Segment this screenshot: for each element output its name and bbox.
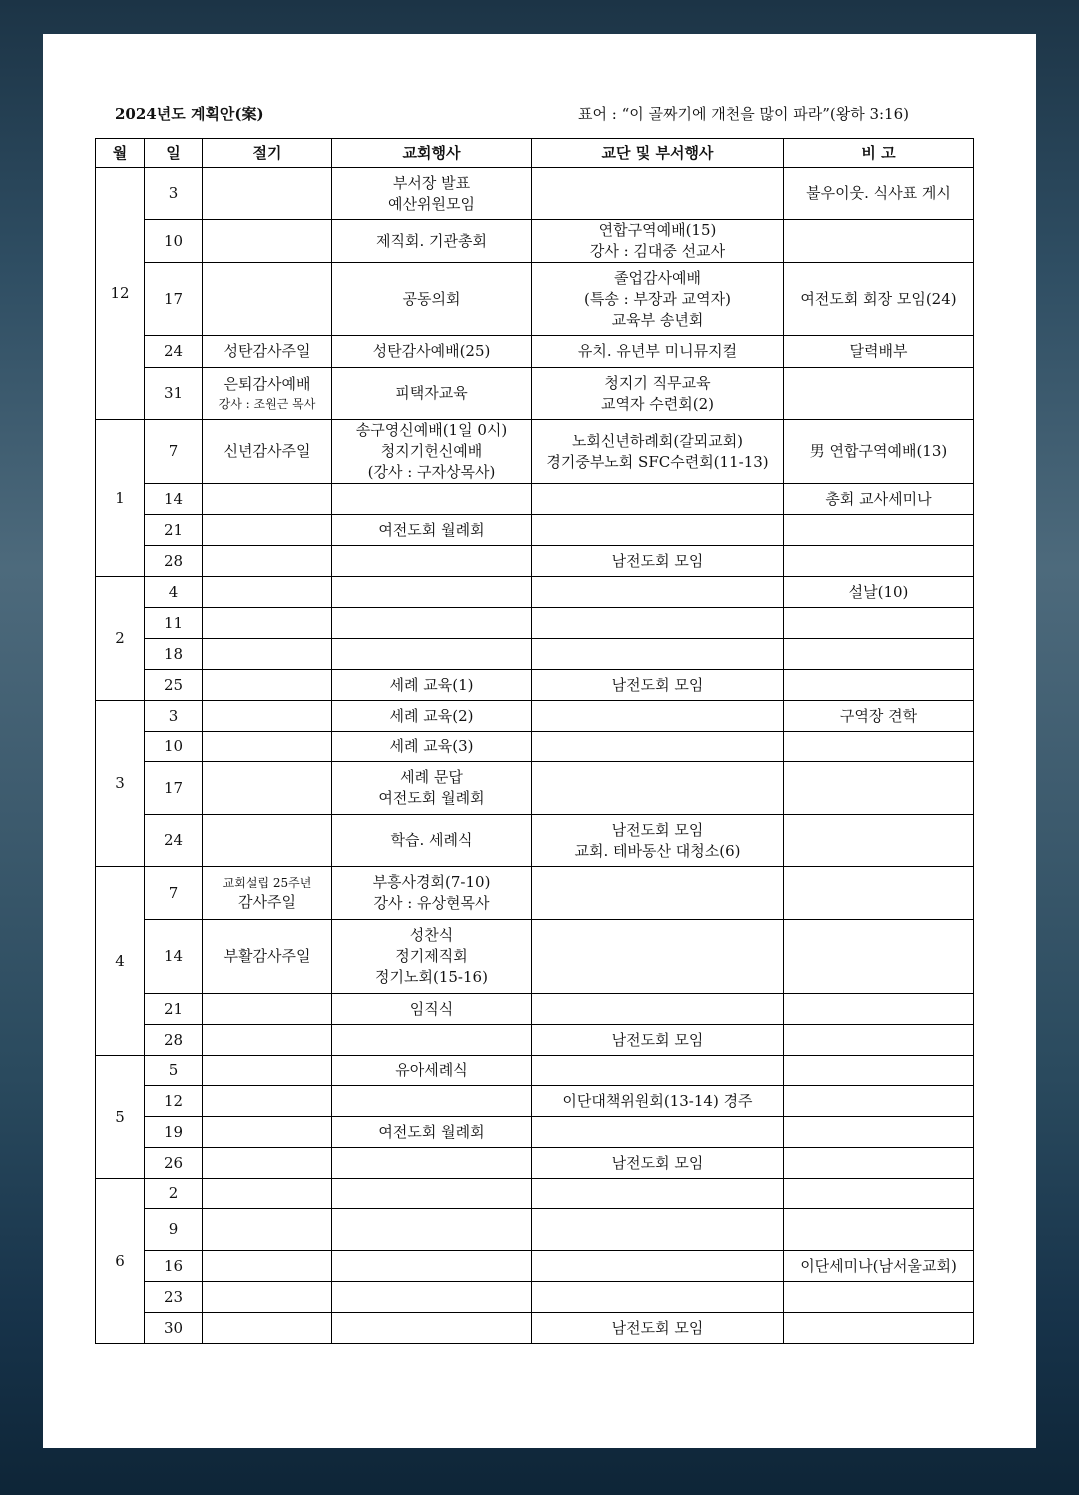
denomination-event-cell <box>532 994 784 1025</box>
day-cell: 28 <box>145 1025 203 1056</box>
day-cell: 30 <box>145 1313 203 1344</box>
note-cell <box>784 1025 974 1056</box>
church-event-cell <box>332 220 532 263</box>
season-cell <box>203 608 332 639</box>
church-event-line: 청지기헌신예배 <box>380 442 483 460</box>
table-row <box>96 994 974 1025</box>
day-cell: 7 <box>145 420 203 484</box>
day-cell: 21 <box>145 994 203 1025</box>
church-event-cell <box>332 608 532 639</box>
season-cell <box>203 920 332 994</box>
table-row <box>96 484 974 515</box>
table-row <box>96 1117 974 1148</box>
note-cell <box>784 1313 974 1344</box>
denomination-event-line: 강사 : 김대중 선교사 <box>589 242 726 260</box>
denomination-event-cell <box>532 867 784 920</box>
month-cell: 2 <box>96 577 145 701</box>
church-event-line: 제직회. 기관총회 <box>376 231 487 250</box>
table-row <box>96 732 974 762</box>
season-cell <box>203 1056 332 1086</box>
day-cell: 4 <box>145 577 203 608</box>
schedule-table <box>95 138 974 1344</box>
church-event-cell <box>332 732 532 762</box>
denomination-event-cell <box>532 1313 784 1344</box>
church-event-line: 예산위원모임 <box>388 194 475 213</box>
denomination-event-line: 교육부 송년회 <box>611 310 704 329</box>
table-row <box>96 1251 974 1282</box>
church-event-cell <box>332 1209 532 1251</box>
table-row <box>96 608 974 639</box>
church-event-cell <box>332 1251 532 1282</box>
church-event-cell <box>332 577 532 608</box>
header-church-events: 교회행사 <box>332 139 532 168</box>
table-row <box>96 1148 974 1179</box>
note-cell <box>784 1117 974 1148</box>
note-cell <box>784 1251 974 1282</box>
denomination-event-cell <box>532 639 784 670</box>
day-cell: 31 <box>145 368 203 420</box>
church-event-cell <box>332 515 532 546</box>
season-line: 신년감사주일 <box>223 442 311 460</box>
note-cell <box>784 1209 974 1251</box>
church-event-cell <box>332 1117 532 1148</box>
season-cell <box>203 701 332 732</box>
church-event-cell <box>332 670 532 701</box>
church-event-cell <box>332 1086 532 1117</box>
season-cell <box>203 484 332 515</box>
table-row <box>96 670 974 701</box>
church-event-line: 송구영신예배(1일 0시) <box>355 421 508 439</box>
denomination-event-cell <box>532 336 784 368</box>
note-cell <box>784 546 974 577</box>
note-cell <box>784 577 974 608</box>
note-cell <box>784 1086 974 1117</box>
table-row <box>96 263 974 336</box>
note-cell <box>784 670 974 701</box>
note-line: 구역장 견학 <box>839 706 918 725</box>
church-event-cell <box>332 1148 532 1179</box>
church-event-cell <box>332 168 532 220</box>
denomination-event-line: 유치. 유년부 미니뮤지컬 <box>577 342 738 360</box>
church-event-line: 정기노회(15-16) <box>375 968 488 986</box>
note-cell <box>784 1056 974 1086</box>
season-cell <box>203 762 332 815</box>
table-row <box>96 1086 974 1117</box>
note-cell <box>784 336 974 368</box>
denomination-event-cell <box>532 577 784 608</box>
denomination-event-cell <box>532 1282 784 1313</box>
note-line: 총회 교사세미나 <box>825 489 932 508</box>
day-cell: 18 <box>145 639 203 670</box>
denomination-event-line: 남전도회 모임 <box>611 1153 704 1172</box>
day-cell: 10 <box>145 732 203 762</box>
day-cell: 24 <box>145 336 203 368</box>
season-cell <box>203 168 332 220</box>
day-cell: 5 <box>145 1056 203 1086</box>
note-cell <box>784 420 974 484</box>
season-cell <box>203 368 332 420</box>
denomination-event-cell <box>532 920 784 994</box>
season-cell <box>203 577 332 608</box>
season-cell <box>203 336 332 368</box>
church-event-cell <box>332 263 532 336</box>
denomination-event-line: 남전도회 모임 <box>611 1030 704 1049</box>
season-cell <box>203 220 332 263</box>
note-cell <box>784 639 974 670</box>
day-cell: 11 <box>145 608 203 639</box>
schedule-body <box>96 168 974 1344</box>
table-row <box>96 815 974 867</box>
church-event-line: 여전도회 월례회 <box>378 789 485 807</box>
denomination-event-cell <box>532 1056 784 1086</box>
note-cell <box>784 484 974 515</box>
church-event-line: 정기제직회 <box>395 947 468 965</box>
season-cell <box>203 546 332 577</box>
month-cell: 12 <box>96 168 145 420</box>
table-row <box>96 368 974 420</box>
denomination-event-cell <box>532 263 784 336</box>
note-line: 男 연합구역예배(13) <box>809 442 948 460</box>
note-cell <box>784 1282 974 1313</box>
church-event-cell <box>332 1313 532 1344</box>
denomination-event-line: 남전도회 모임 <box>611 1318 704 1337</box>
church-event-line: 성탄감사예배(25) <box>372 342 491 360</box>
church-event-cell <box>332 994 532 1025</box>
table-row <box>96 420 974 484</box>
day-cell: 3 <box>145 701 203 732</box>
season-cell <box>203 1209 332 1251</box>
season-line: 은퇴감사예배 <box>223 375 311 393</box>
denomination-event-cell <box>532 515 784 546</box>
table-header-row <box>96 139 974 168</box>
denomination-event-cell <box>532 701 784 732</box>
denomination-event-cell <box>532 1179 784 1209</box>
day-cell: 17 <box>145 762 203 815</box>
church-event-line: 임직식 <box>409 999 454 1018</box>
note-cell <box>784 762 974 815</box>
note-cell <box>784 368 974 420</box>
church-event-cell <box>332 701 532 732</box>
season-cell <box>203 732 332 762</box>
day-cell: 19 <box>145 1117 203 1148</box>
season-cell <box>203 515 332 546</box>
denomination-event-line: 남전도회 모임 <box>611 820 704 839</box>
season-cell <box>203 263 332 336</box>
church-event-cell <box>332 815 532 867</box>
denomination-event-cell <box>532 608 784 639</box>
note-cell <box>784 994 974 1025</box>
header-month: 월 <box>96 139 145 168</box>
church-event-line: 강사 : 유상현목사 <box>373 894 490 912</box>
church-event-cell <box>332 484 532 515</box>
denomination-event-cell <box>532 420 784 484</box>
church-event-line: 세례 교육(2) <box>389 706 474 725</box>
note-line: 여전도회 회장 모임(24) <box>800 289 957 308</box>
month-cell: 6 <box>96 1179 145 1344</box>
church-event-line: 세례 교육(1) <box>389 675 474 694</box>
season-cell <box>203 867 332 920</box>
denomination-event-cell <box>532 220 784 263</box>
season-cell <box>203 1086 332 1117</box>
season-line: 감사주일 <box>238 892 296 911</box>
denomination-event-line: 교역자 수련회(2) <box>601 394 714 413</box>
table-row <box>96 1313 974 1344</box>
denomination-event-line: (특송 : 부장과 교역자) <box>584 289 731 308</box>
day-cell: 3 <box>145 168 203 220</box>
day-cell: 24 <box>145 815 203 867</box>
table-row <box>96 1209 974 1251</box>
note-cell <box>784 1179 974 1209</box>
day-cell: 12 <box>145 1086 203 1117</box>
table-row <box>96 336 974 368</box>
note-line: 불우이웃. 식사표 게시 <box>806 184 951 202</box>
day-cell: 28 <box>145 546 203 577</box>
table-row <box>96 867 974 920</box>
note-line: 달력배부 <box>849 342 908 360</box>
season-cell <box>203 639 332 670</box>
church-event-cell <box>332 639 532 670</box>
season-cell <box>203 1313 332 1344</box>
day-cell: 7 <box>145 867 203 920</box>
season-cell <box>203 994 332 1025</box>
note-cell <box>784 608 974 639</box>
header-notes: 비 고 <box>784 139 974 168</box>
denomination-event-cell <box>532 762 784 815</box>
denomination-event-line: 청지기 직무교육 <box>604 373 711 392</box>
denomination-event-line: 졸업감사예배 <box>614 268 701 287</box>
denomination-event-cell <box>532 1086 784 1117</box>
table-row <box>96 515 974 546</box>
denomination-event-line: 이단대책위원회(13-14) 경주 <box>562 1091 753 1110</box>
day-cell: 14 <box>145 920 203 994</box>
month-cell: 3 <box>96 701 145 867</box>
denomination-event-line: 연합구역예배(15) <box>598 221 717 239</box>
note-cell <box>784 168 974 220</box>
season-cell <box>203 1148 332 1179</box>
table-row <box>96 577 974 608</box>
denomination-event-line: 남전도회 모임 <box>611 675 704 694</box>
table-row <box>96 639 974 670</box>
month-cell: 1 <box>96 420 145 577</box>
day-cell: 14 <box>145 484 203 515</box>
table-row <box>96 220 974 263</box>
season-cell <box>203 1251 332 1282</box>
church-event-cell <box>332 1282 532 1313</box>
denomination-event-line: 노회신년하례회(갈뫼교회) <box>571 431 744 450</box>
month-cell: 5 <box>96 1056 145 1179</box>
church-event-line: 부흥사경회(7-10) <box>372 873 491 891</box>
church-event-line: 세례 문답 <box>400 768 463 786</box>
denomination-event-line: 경기중부노회 SFC수련회(11-13) <box>546 452 769 471</box>
note-line: 이단세미나(남서울교회) <box>800 1256 957 1275</box>
table-row <box>96 920 974 994</box>
church-event-line: 피택자교육 <box>395 384 468 402</box>
church-event-cell <box>332 1025 532 1056</box>
church-event-cell <box>332 546 532 577</box>
church-event-cell <box>332 762 532 815</box>
season-cell <box>203 1117 332 1148</box>
document-title: 2024년도 계획안(案) <box>115 105 264 123</box>
note-line: 설날(10) <box>848 582 909 601</box>
denomination-event-cell <box>532 484 784 515</box>
day-cell: 10 <box>145 220 203 263</box>
denomination-event-line: 교회. 테바동산 대청소(6) <box>574 841 741 860</box>
note-cell <box>784 920 974 994</box>
season-cell <box>203 1179 332 1209</box>
header-season: 절기 <box>203 139 332 168</box>
season-cell <box>203 420 332 484</box>
header-day: 일 <box>145 139 203 168</box>
church-event-cell <box>332 1056 532 1086</box>
table-row <box>96 546 974 577</box>
note-cell <box>784 220 974 263</box>
denomination-event-cell <box>532 815 784 867</box>
day-cell: 2 <box>145 1179 203 1209</box>
church-event-line: 공동의회 <box>402 289 461 308</box>
motto-text: 표어 : “이 골짜기에 개천을 많이 파라”(왕하 3:16) <box>578 105 909 123</box>
day-cell: 9 <box>145 1209 203 1251</box>
day-cell: 16 <box>145 1251 203 1282</box>
note-cell <box>784 732 974 762</box>
church-event-line: 유아세례식 <box>395 1061 468 1079</box>
denomination-event-cell <box>532 546 784 577</box>
denomination-event-cell <box>532 1209 784 1251</box>
table-row <box>96 1056 974 1086</box>
table-row <box>96 701 974 732</box>
denomination-event-cell <box>532 168 784 220</box>
church-event-cell <box>332 336 532 368</box>
church-event-line: 여전도회 월례회 <box>378 520 485 539</box>
church-event-cell <box>332 368 532 420</box>
season-cell <box>203 1282 332 1313</box>
table-row <box>96 1025 974 1056</box>
table-row <box>96 1179 974 1209</box>
denomination-event-cell <box>532 1117 784 1148</box>
church-event-line: 세례 교육(3) <box>389 737 474 755</box>
month-cell: 4 <box>96 867 145 1056</box>
season-cell <box>203 670 332 701</box>
season-cell <box>203 815 332 867</box>
season-line: 성탄감사주일 <box>223 342 311 360</box>
church-event-cell <box>332 920 532 994</box>
denomination-event-cell <box>532 670 784 701</box>
season-line: 부활감사주일 <box>223 947 311 965</box>
day-cell: 17 <box>145 263 203 336</box>
church-event-line: 여전도회 월례회 <box>378 1122 485 1141</box>
church-event-line: 학습. 세례식 <box>390 831 473 849</box>
church-event-cell <box>332 867 532 920</box>
season-cell <box>203 1025 332 1056</box>
note-cell <box>784 263 974 336</box>
note-cell <box>784 515 974 546</box>
denomination-event-cell <box>532 1148 784 1179</box>
day-cell: 25 <box>145 670 203 701</box>
season-line: 강사 : 조원근 목사 <box>218 397 316 411</box>
header-denomination-events: 교단 및 부서행사 <box>532 139 784 168</box>
table-row <box>96 762 974 815</box>
denomination-event-cell <box>532 368 784 420</box>
denomination-event-cell <box>532 732 784 762</box>
day-cell: 21 <box>145 515 203 546</box>
church-event-cell <box>332 1179 532 1209</box>
note-cell <box>784 1148 974 1179</box>
note-cell <box>784 815 974 867</box>
church-event-cell <box>332 420 532 484</box>
day-cell: 23 <box>145 1282 203 1313</box>
church-event-line: (강사 : 구자상목사) <box>367 463 496 481</box>
denomination-event-cell <box>532 1025 784 1056</box>
table-row <box>96 1282 974 1313</box>
note-cell <box>784 867 974 920</box>
denomination-event-cell <box>532 1251 784 1282</box>
note-cell <box>784 701 974 732</box>
season-line: 교회설립 25주년 <box>222 875 312 890</box>
church-event-line: 부서장 발표 <box>392 173 471 192</box>
day-cell: 26 <box>145 1148 203 1179</box>
church-event-line: 성찬식 <box>409 926 454 944</box>
denomination-event-line: 남전도회 모임 <box>611 551 704 570</box>
table-row <box>96 168 974 220</box>
